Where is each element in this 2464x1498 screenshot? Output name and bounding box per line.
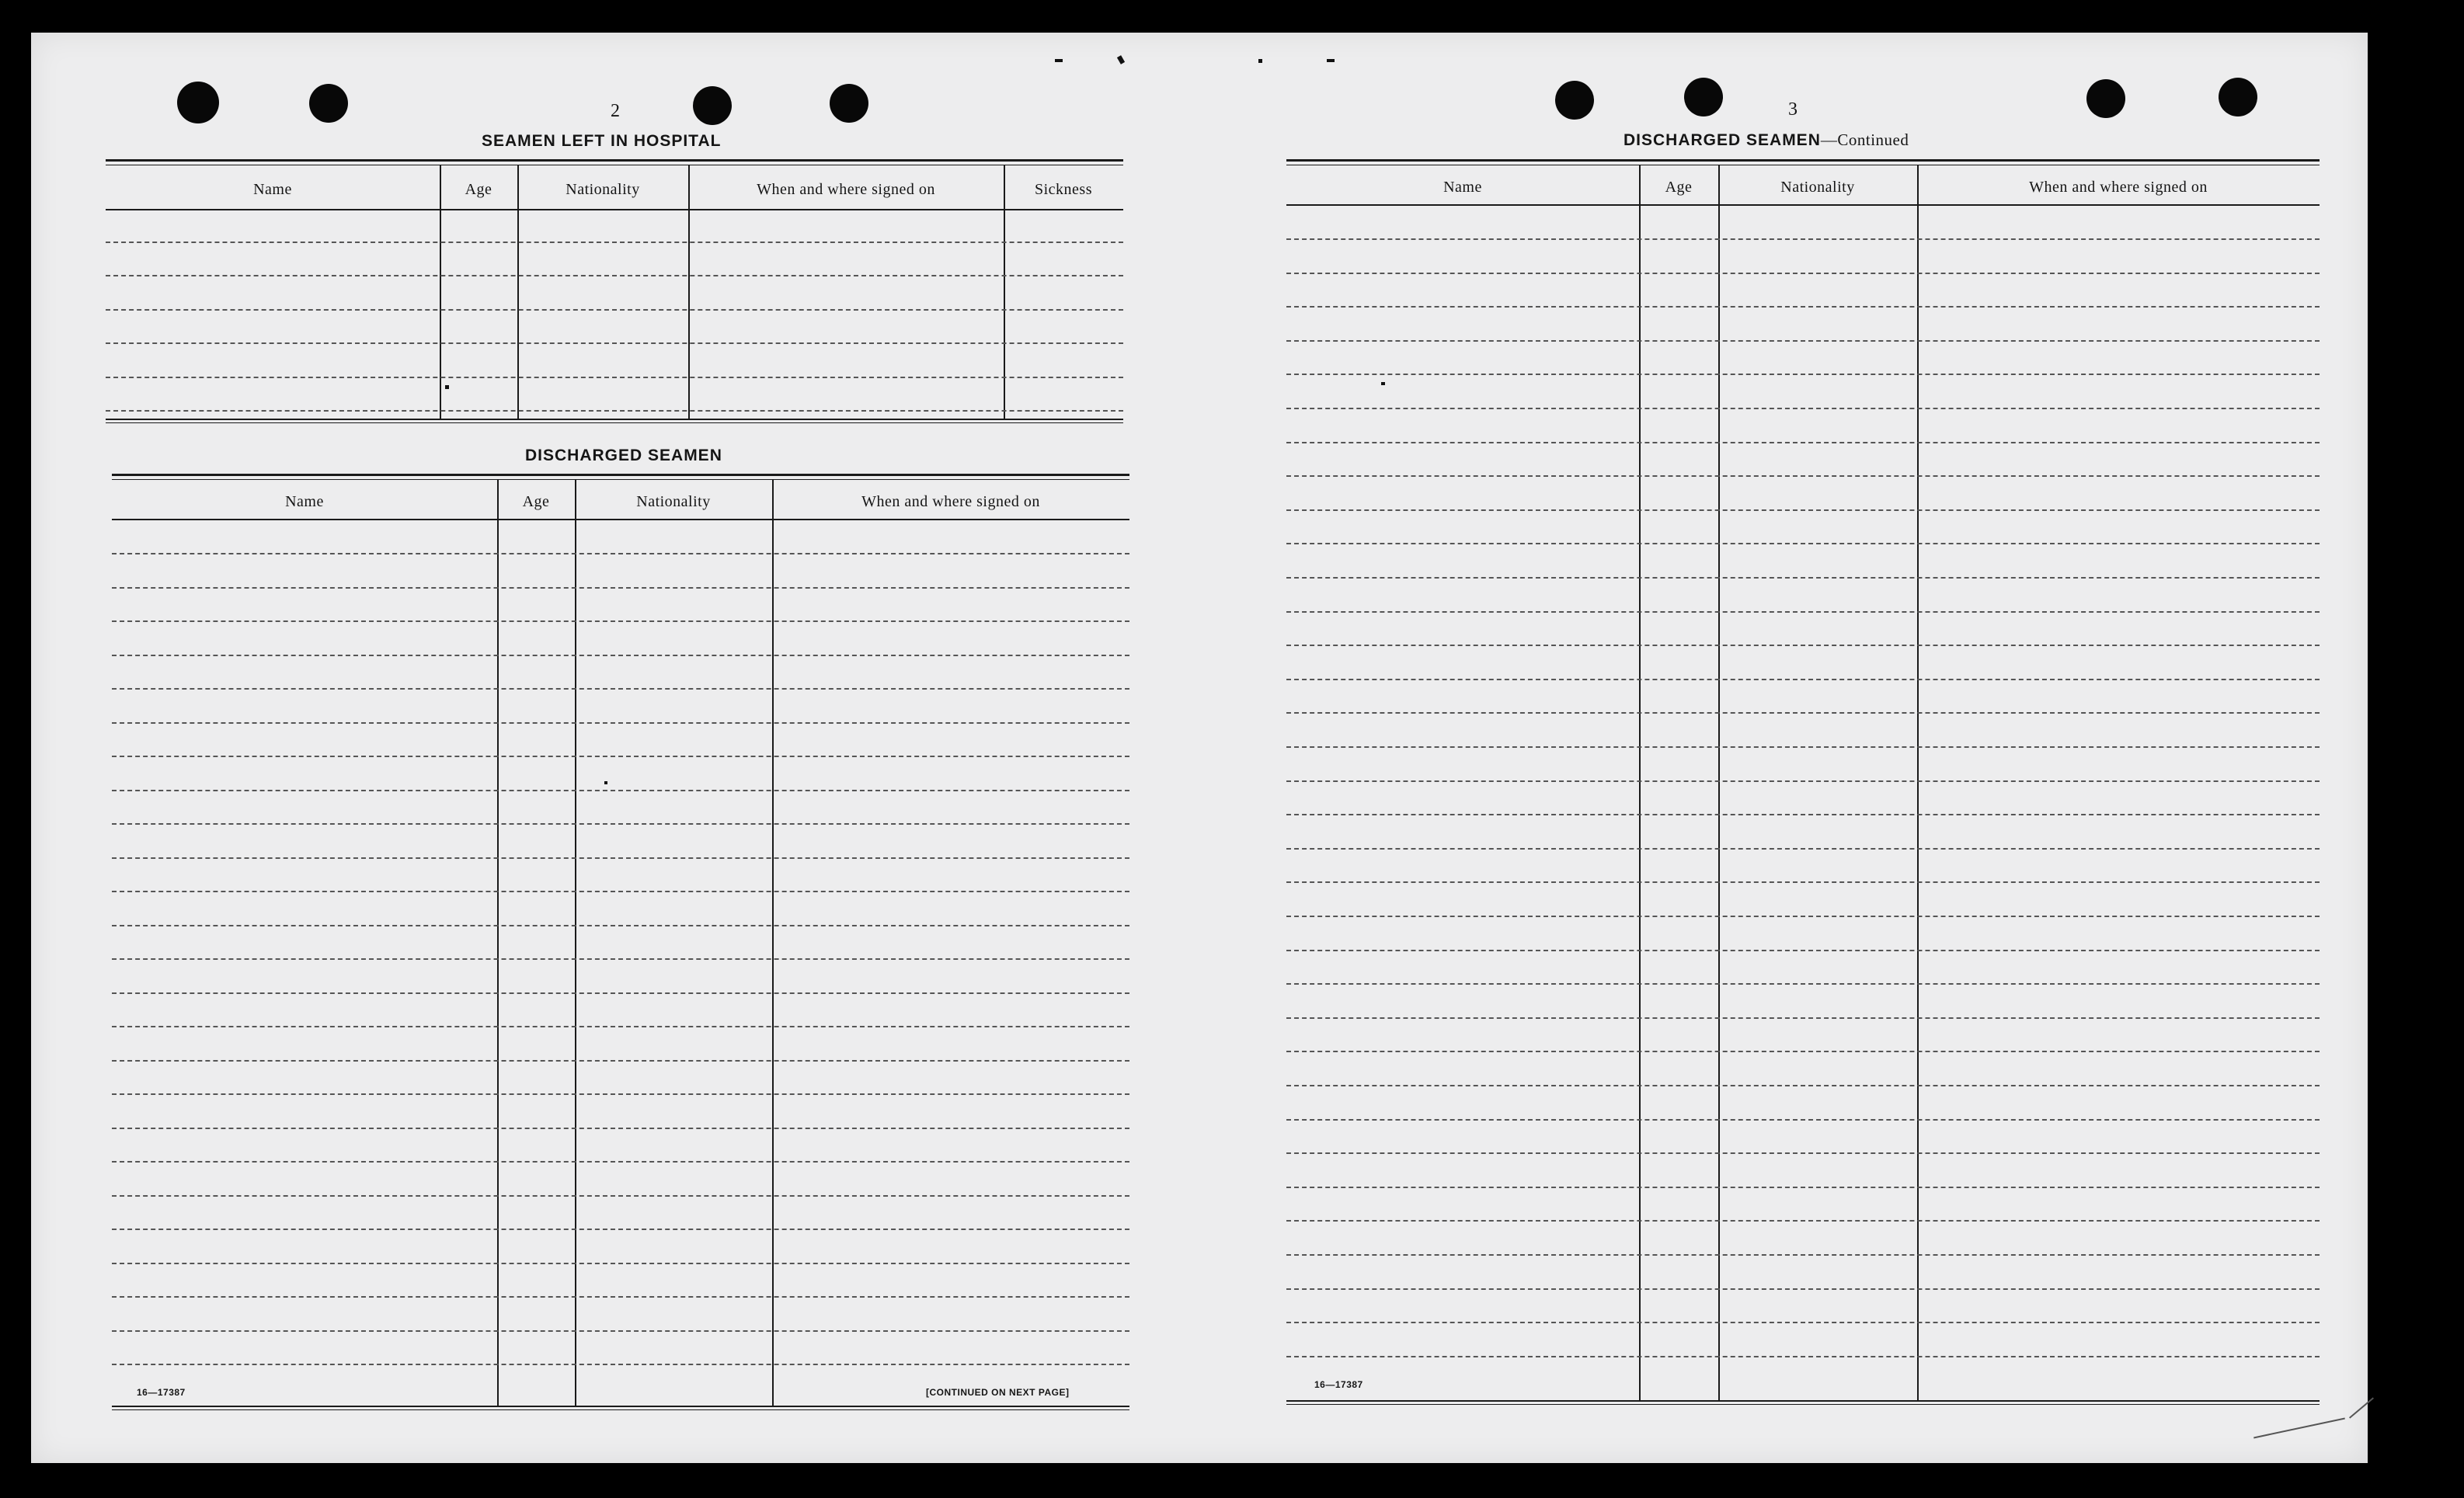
column-header: Age — [522, 493, 550, 510]
form-number-right: 16—17387 — [1314, 1379, 1363, 1390]
table-row — [112, 823, 1129, 825]
speck-mark — [1258, 59, 1262, 63]
table-row — [1286, 543, 2320, 544]
table-row — [1286, 1119, 2320, 1121]
table-row — [112, 1296, 1129, 1298]
table-row — [106, 309, 1123, 311]
table-row — [112, 1128, 1129, 1129]
table-row — [112, 587, 1129, 589]
punch-hole — [693, 86, 732, 125]
punch-hole — [1684, 78, 1723, 116]
table-top-rule — [106, 159, 1123, 165]
table-row — [112, 1060, 1129, 1062]
table-row — [112, 1364, 1129, 1365]
table-row — [1286, 1017, 2320, 1019]
discharged-continued-title — [1624, 130, 1909, 150]
column-header: Age — [1665, 179, 1693, 196]
table-row — [1286, 238, 2320, 240]
table-row — [1286, 848, 2320, 850]
table-row — [1286, 983, 2320, 985]
table-row — [1286, 475, 2320, 477]
table-row — [112, 992, 1129, 994]
punch-hole — [2086, 79, 2125, 118]
table-row — [112, 688, 1129, 690]
table-row — [112, 1026, 1129, 1027]
column-divider — [1639, 165, 1641, 1400]
table-row — [1286, 374, 2320, 375]
speck-mark — [1117, 55, 1125, 64]
table-row — [112, 1330, 1129, 1332]
table-row — [1286, 712, 2320, 714]
table-row — [112, 1161, 1129, 1163]
discharged-continued-title-main: DISCHARGED SEAMEN — [1624, 131, 1821, 149]
table-row — [106, 377, 1123, 378]
column-divider — [517, 165, 519, 419]
table-bottom-rule — [1286, 1400, 2320, 1405]
table-row — [112, 756, 1129, 757]
column-header: Nationality — [636, 493, 711, 510]
table-row — [112, 1093, 1129, 1095]
column-header: Nationality — [566, 181, 640, 198]
page-number-right: 3 — [1788, 99, 1798, 120]
punch-hole — [2219, 78, 2257, 116]
header-rule — [1286, 204, 2320, 206]
table-row — [112, 1229, 1129, 1230]
column-divider — [1004, 165, 1005, 419]
table-row — [1286, 814, 2320, 815]
column-header: Name — [253, 181, 292, 198]
table-row — [112, 553, 1129, 554]
table-row — [106, 242, 1123, 243]
column-divider — [1718, 165, 1720, 1400]
speck-mark — [1055, 59, 1063, 62]
table-row — [1286, 1322, 2320, 1323]
table-row — [1286, 1085, 2320, 1086]
continued-note: [CONTINUED ON NEXT PAGE] — [926, 1387, 1070, 1398]
punch-hole — [309, 84, 348, 123]
column-header: Name — [1443, 179, 1482, 196]
pencil-smudge — [2349, 1397, 2374, 1418]
table-row — [112, 857, 1129, 859]
punch-hole — [830, 84, 868, 123]
column-header: Name — [285, 493, 324, 510]
document-sheet — [31, 33, 2368, 1463]
table-row — [1286, 306, 2320, 308]
table-row — [112, 891, 1129, 892]
header-rule — [112, 519, 1129, 520]
table-row — [1286, 1220, 2320, 1222]
column-header: Age — [465, 181, 492, 198]
table-row — [1286, 577, 2320, 579]
column-header: When and where signed on — [861, 493, 1040, 510]
table-row — [1286, 340, 2320, 342]
table-row — [1286, 1288, 2320, 1290]
table-row — [1286, 746, 2320, 748]
table-row — [1286, 881, 2320, 883]
column-divider — [772, 480, 774, 1406]
table-row — [112, 722, 1129, 724]
table-top-rule — [1286, 159, 2320, 165]
table-row — [1286, 645, 2320, 646]
table-row — [112, 620, 1129, 622]
table-row — [1286, 916, 2320, 917]
hospital-section-title: SEAMEN LEFT IN HOSPITAL — [482, 132, 722, 150]
column-divider — [575, 480, 576, 1406]
table-row — [112, 1195, 1129, 1197]
table-top-rule — [112, 474, 1129, 480]
table-row — [1286, 780, 2320, 782]
table-row — [106, 275, 1123, 276]
table-row — [1286, 408, 2320, 409]
table-row — [1286, 1152, 2320, 1154]
column-header: Sickness — [1035, 181, 1092, 198]
column-divider — [1917, 165, 1919, 1400]
form-number-left: 16—17387 — [137, 1387, 186, 1398]
table-row — [1286, 1254, 2320, 1256]
discharged-section-title: DISCHARGED SEAMEN — [525, 447, 722, 464]
table-row — [106, 342, 1123, 344]
table-row — [106, 410, 1123, 412]
table-row — [112, 655, 1129, 656]
table-row — [112, 925, 1129, 926]
table-row — [1286, 509, 2320, 511]
table-row — [1286, 950, 2320, 951]
column-header: When and where signed on — [2029, 179, 2208, 196]
table-row — [1286, 1051, 2320, 1052]
header-rule — [106, 209, 1123, 210]
speck-mark — [1327, 59, 1335, 62]
pencil-smudge — [2253, 1418, 2345, 1439]
table-bottom-rule — [112, 1406, 1129, 1410]
column-divider — [688, 165, 690, 419]
punch-hole — [1555, 81, 1594, 120]
column-divider — [497, 480, 499, 1406]
discharged-table — [112, 474, 1129, 1390]
table-row — [1286, 1356, 2320, 1357]
discharged-continued-title-suffix: —Continued — [1820, 130, 1909, 149]
table-row — [112, 790, 1129, 791]
table-bottom-rule — [106, 419, 1123, 423]
column-header: When and where signed on — [757, 181, 935, 198]
table-row — [1286, 611, 2320, 613]
column-divider — [440, 165, 441, 419]
hospital-table — [106, 159, 1123, 423]
table-row — [1286, 1187, 2320, 1188]
discharged-continued-table — [1286, 159, 2320, 1402]
column-header: Nationality — [1780, 179, 1855, 196]
page-number-left: 2 — [611, 101, 620, 121]
table-row — [112, 1263, 1129, 1264]
table-row — [1286, 273, 2320, 274]
table-row — [1286, 679, 2320, 680]
punch-hole — [177, 82, 219, 123]
table-row — [1286, 442, 2320, 443]
table-row — [112, 958, 1129, 960]
